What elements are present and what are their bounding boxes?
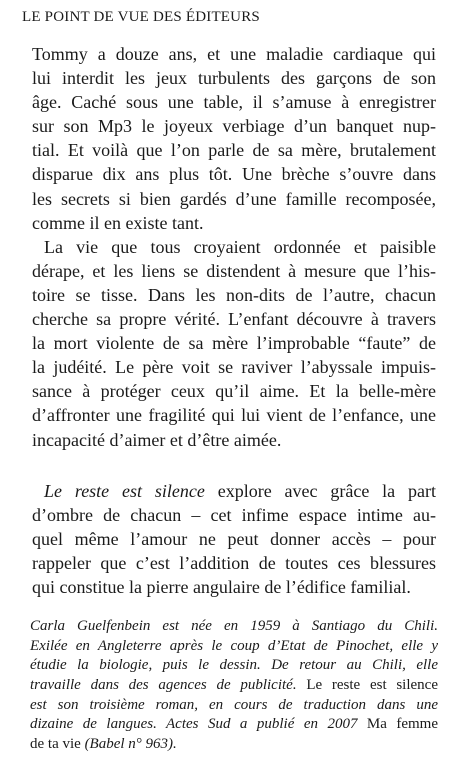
blurb-line: tial. Et voilà que l’on parle de sa mère, brutalement <box>32 140 436 161</box>
back-cover-page <box>22 0 439 783</box>
blurb-line: dérape, et les liens se distendent à mesure que l’his- <box>32 260 436 281</box>
blurb-line: incapacité d’aimer et d’être aimée. <box>32 429 282 450</box>
blurb-line: Tommy a douze ans, et une maladie cardiaque qui <box>32 44 436 64</box>
bio-book-title: Ma femme <box>357 716 439 733</box>
section-heading: LE POINT DE VUE DES ÉDITEURS <box>22 9 260 25</box>
bio-text: travaille dans des agences de publicité. <box>30 677 297 694</box>
blurb-line: la judéité. Le père voit se raviver l’abyssale impuis- <box>32 357 436 378</box>
bio-book-title: Le reste est silence <box>296 677 438 694</box>
bio-line <box>30 617 438 637</box>
blurb-line: qui constitue la pierre angulaire de l’édifice familial. <box>32 576 411 597</box>
blurb-line: quel même l’amour ne peut donner accès – pour <box>32 528 436 549</box>
blurb-line: d’ombre de chacun – cet infime espace intime au- <box>32 504 436 525</box>
paragraph-gap <box>32 452 436 479</box>
blurb-line: rappeler que c’est l’addition de toutes ces blessures <box>32 552 436 573</box>
blurb-line: lui interdit les jeux turbulents des garçons de son <box>32 68 436 89</box>
blurb-line: la mort violente de sa mère l’improbable “faute” de <box>32 333 436 354</box>
blurb-line: sance à protéger ceux qu’il aime. Et la belle-mère <box>32 381 436 402</box>
bio-line <box>30 656 438 676</box>
blurb-line: âge. Caché sous une table, il s’amuse à enregistrer <box>32 92 436 113</box>
blurb-line: comme il en existe tant. <box>32 212 204 233</box>
blurb-line: cherche sa propre vérité. L’enfant découvre à travers <box>32 309 436 330</box>
blurb-line: toire se tisse. Dans les non-dits de l’autre, chacun <box>32 284 436 305</box>
blurb-line <box>32 479 436 503</box>
bio-text: Carla Guelfenbein est née en 1959 à Santiago du Chili. <box>30 618 438 634</box>
blurb-line: disparue dix ans plus tôt. Une brèche s’ouvre dans <box>32 164 436 185</box>
blurb-line: sur son Mp3 le joyeux verbiage d’un banquet nup- <box>32 116 436 137</box>
bio-text: (Babel n° 963). <box>80 736 177 753</box>
bio-text: dizaine de langues. Actes Sud a publié en 2007 <box>30 716 358 733</box>
publisher-blurb <box>32 42 436 599</box>
author-bio <box>30 617 438 755</box>
bio-text: Exilée en Angleterre après le coup d’Etat de Pinochet, elle y <box>30 637 438 654</box>
blurb-line: les secrets si bien gardés d’une famille recomposée, <box>32 188 436 209</box>
book-title: Le reste est silence <box>44 480 205 501</box>
blurb-line: La vie que tous croyaient ordonnée et paisible <box>44 236 436 257</box>
bio-line <box>30 735 438 755</box>
bio-line <box>30 676 438 696</box>
bio-text: étudie la biologie, puis le dessin. De retour au Chili, elle <box>30 657 438 674</box>
bio-line <box>30 696 438 716</box>
blurb-line: d’affronter une fragilité qui lui vient de l’enfance, une <box>32 405 436 426</box>
bio-book-title: de ta vie <box>30 736 81 753</box>
bio-text: est son troisième roman, en cours de traduction dans une <box>30 696 438 713</box>
bio-line <box>30 637 438 657</box>
blurb-text: explore avec grâce la part <box>204 480 436 501</box>
bio-line <box>30 715 438 735</box>
